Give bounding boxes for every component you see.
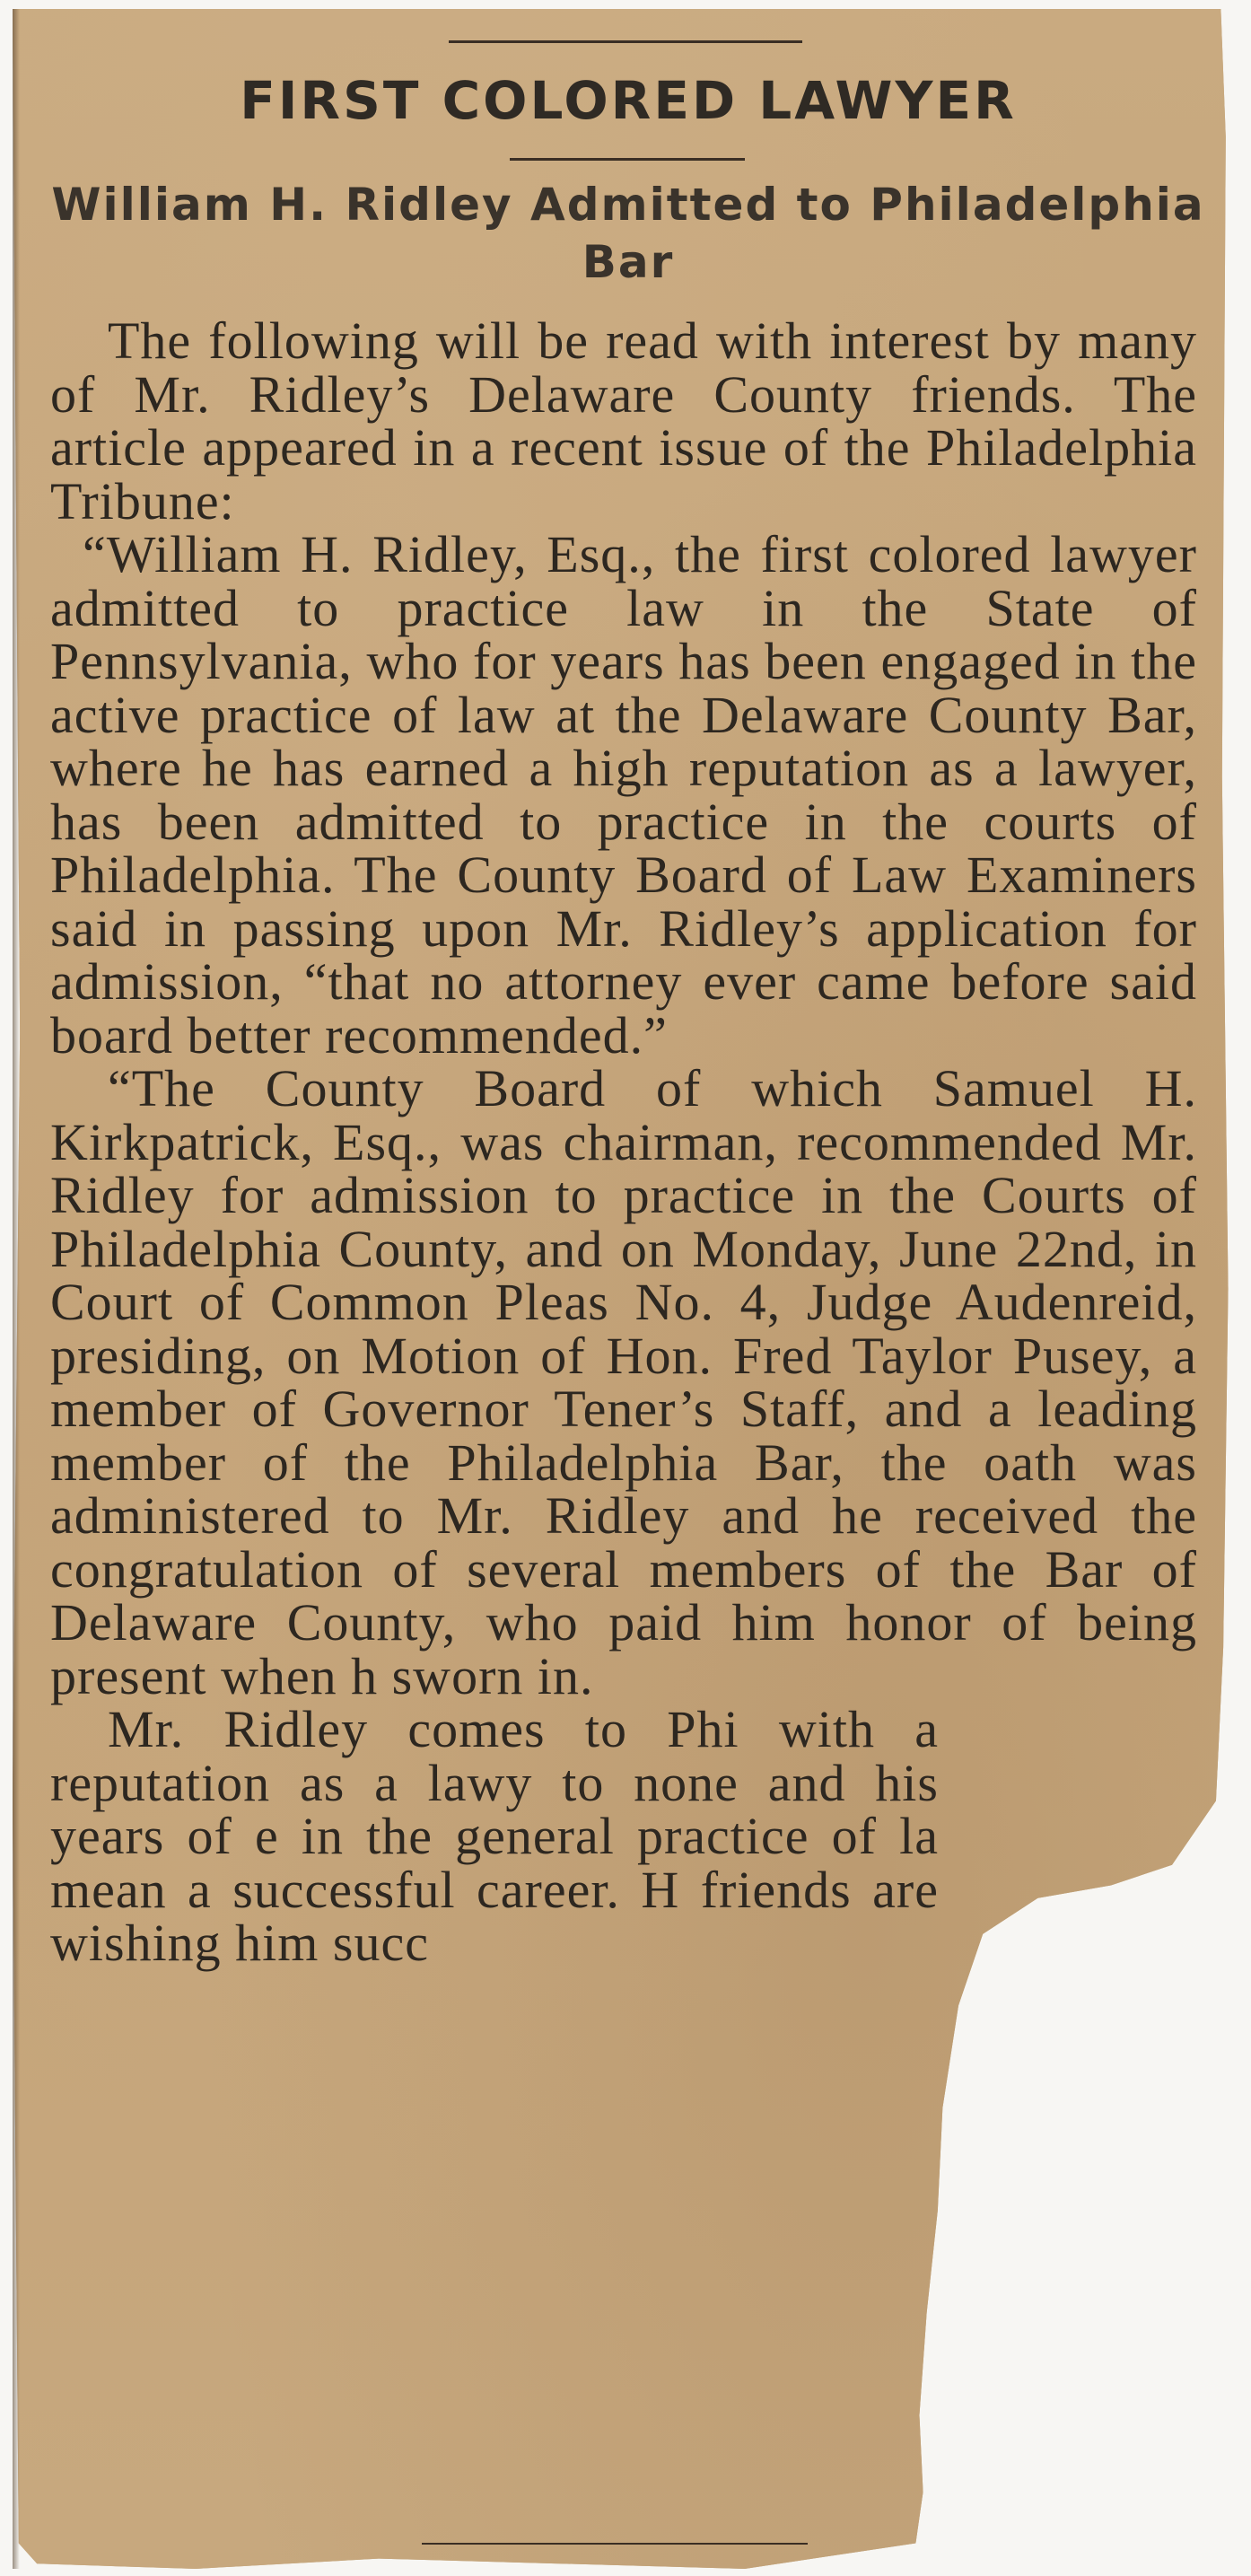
headline: FIRST COLORED LAWYER	[240, 70, 1017, 131]
article-paragraph-quote-1: “William H. Ridley, Esq., the first colored lawyer admitted to practice law in the State of Pennsylvania, who for years has been engaged in the active practice of law at the Delaware County Bar, where he has earned a high reputation as a lawyer, has been admitted to practice in the courts of Philadelphia. The County Board of Law Examiners said in passing upon Mr. Ridley’s application for admission, “that no attorney ever came before said board better recommended.”	[50, 525, 1197, 1065]
headline-divider-rule	[510, 158, 745, 161]
bottom-rule	[422, 2543, 808, 2545]
subheadline: William H. Ridley Admitted to Philadelphia Bar	[51, 179, 1205, 288]
top-rule	[449, 40, 802, 43]
article-paragraph-intro: The following will be read with interest by many of Mr. Ridley’s Delaware County friends. The article appeared in a recent issue of the Philadelphia Tribune:	[50, 311, 1197, 530]
clipping-left-edge-shadow	[13, 9, 20, 2569]
article-paragraph-closing: Mr. Ridley comes to Phi with a reputation as a lawy to none and his years of e in the general practice of la mean a successful career. H friends are wishing him succ	[50, 1700, 939, 1972]
article-body	[50, 311, 1197, 1972]
article-paragraph-quote-2: “The County Board of which Samuel H. Kirkpatrick, Esq., was chairman, recommended Mr. Ridley for admission to practice in the Courts of Philadelphia County, and on Monday, June 22nd, in Court of Common Pleas No. 4, Judge Audenreid, presiding, on Motion of Hon. Fred Taylor Pusey, a member of Governor Tener’s Staff, and a leading member of the Philadelphia Bar, the oath was administered to Mr. Ridley and he received the congratulation of several members of the Bar of Delaware County, who paid him honor of being present when h sworn in.	[50, 1059, 1197, 1705]
